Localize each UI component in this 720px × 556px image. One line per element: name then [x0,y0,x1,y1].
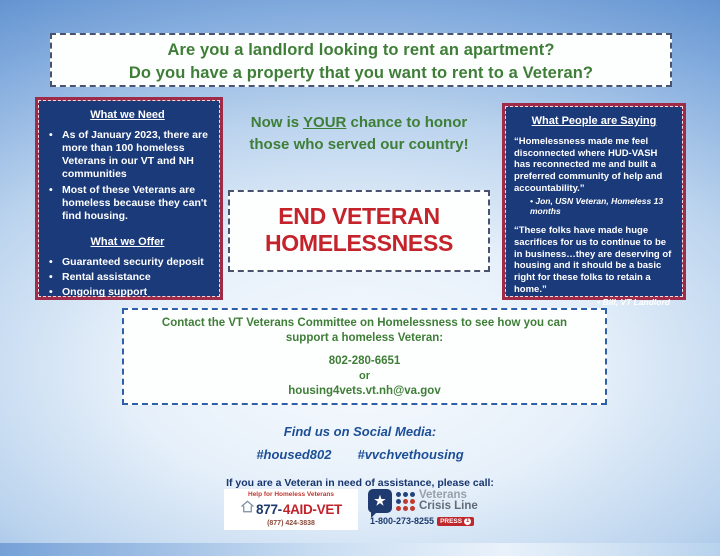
press-number: 1 [465,517,470,524]
aid-vet-number-suffix: 4AID-VET [282,501,342,517]
what-people-are-saying-panel [502,103,686,308]
need-bullet: • As of January 2023, there are more than 100 homeless Veterans in our VT and NH communities [45,129,210,182]
aid-vet-number-prefix: 877- [256,501,282,517]
pitch-text [234,112,484,156]
end-veteran-homelessness-banner [228,190,490,272]
pitch-pre: Now is [250,114,304,131]
aid-vet-tagline: Help for Homeless Veterans [248,491,334,498]
press-label: PRESS [440,517,463,525]
crisis-line-name [419,490,478,512]
headline-box [50,33,672,87]
aid-vet-logo [224,489,358,530]
speech-bubble-star-icon: ★ [368,489,392,513]
veterans-crisis-line-logo [368,489,496,526]
offer-bullet: • Rental assistance [45,271,210,284]
aid-vet-number-row [228,499,354,519]
offer-bullet: • Guaranteed security deposit [45,256,210,269]
need-bullet-list [45,129,210,223]
pitch-post: chance to honor those who served our country! [249,114,469,153]
what-we-need-panel [35,97,223,300]
quote-2: “These folks have made huge sacrifices for us to continue to be in business…they are deserving of housing and it should be a basic right for these folks to retain a home.” [514,225,672,295]
assistance-heading: If you are a Veteran in need of assistance, please call: [226,477,494,489]
quote-1: “Homelessness made me feel disconnected where HUD-VASH has reconnected me and built a preferred community of help and accountability.” [514,136,663,194]
need-bullet: • Most of these Veterans are homeless because they can't find housing. [45,184,210,223]
crisis-name-line2: Crisis Line [419,500,478,512]
bottom-gradient-band [0,543,720,556]
offer-bullet-list [45,256,210,299]
pitch-your: YOUR [303,114,347,131]
aid-vet-alt-number: (877) 424-3838 [267,520,315,527]
headline-line2: Do you have a property that you want to rent to a Veteran? [128,64,594,83]
house-icon [240,499,255,519]
social-media-heading: Find us on Social Media: [283,424,437,439]
what-we-offer-title: What we Offer [90,235,165,248]
banner-line1: END VETERAN [278,203,440,229]
crisis-phone-number: 1-800-273-8255 [370,516,435,526]
quote-2-attribution: • Bill, VT Landlord [597,297,670,308]
flag-dots-icon [396,492,415,511]
banner-line2: HOMELESSNESS [264,230,454,257]
crisis-number-row [370,516,496,526]
contact-intro: Contact the VT Veterans Committee on Homelessness to see how you can support a homeless Veteran: [161,317,568,344]
hashtag-row [0,447,720,462]
contact-box [122,308,607,405]
contact-email: housing4vets.vt.nh@va.gov [288,384,441,397]
sayings-title: What People are Saying [531,115,657,127]
hashtag-housed802: #housed802 [256,447,332,462]
contact-phone: 802-280-6651 [328,354,401,367]
press-1-badge [437,517,474,526]
crisis-logo-top-row [368,489,496,513]
assistance-logos-row [0,489,720,530]
offer-bullet: • Ongoing support [45,286,210,299]
what-we-need-title: What we Need [90,109,165,121]
hashtag-vvchvethousing: #vvchvethousing [357,447,464,462]
crisis-name-line1: Veterans [419,489,467,502]
headline-line1: Are you a landlord looking to rent an apartment? [167,41,555,59]
contact-or: or [359,369,370,382]
quote-1-attribution: • Jon, USN Veteran, Homeless 13 months [530,196,664,217]
